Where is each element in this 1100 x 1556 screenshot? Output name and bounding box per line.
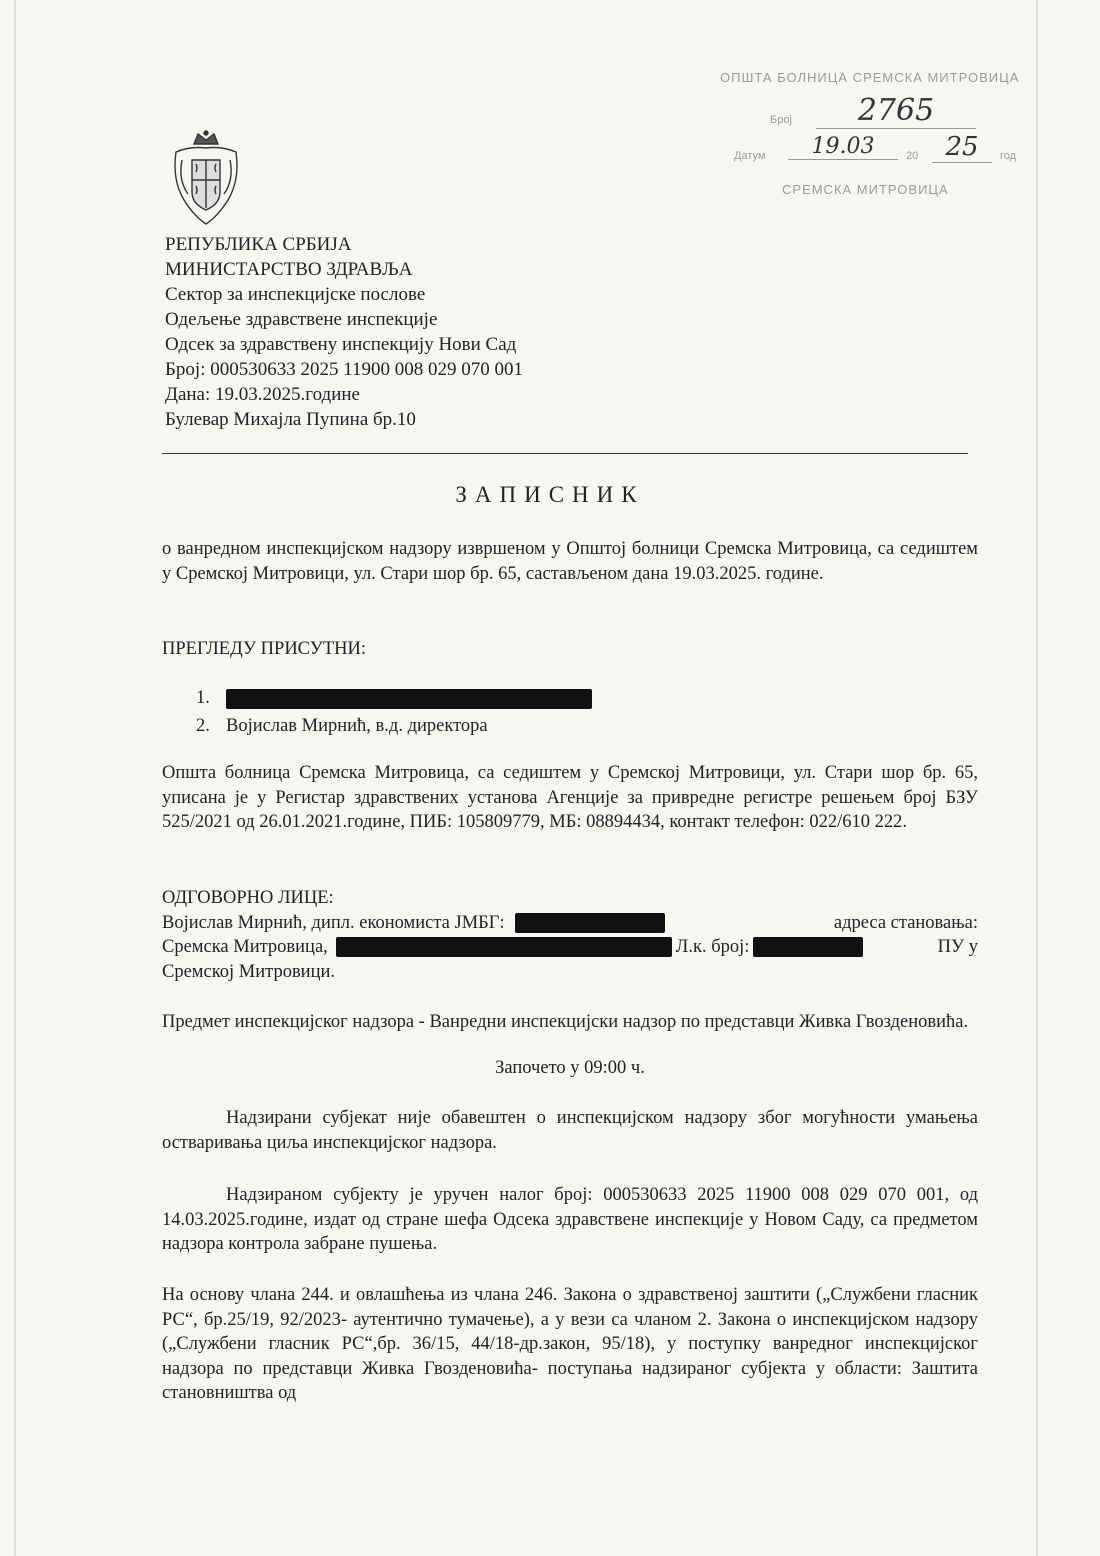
redaction-bar xyxy=(515,913,665,933)
present-item-1-number: 1. xyxy=(196,688,210,708)
redaction-bar xyxy=(336,937,672,957)
header-country: РЕПУБЛИКА СРБИЈА xyxy=(165,234,352,255)
redaction-bar xyxy=(753,937,863,957)
present-heading: ПРЕГЛЕДУ ПРИСУТНИ: xyxy=(162,639,367,659)
header-divider xyxy=(162,453,968,454)
order-text: Надзираном субјекту је уручен налог број: 000530633 2025 11900 008 029 070 001, од 14.03.2025.године, издат од стране шефа Одсека здравствене инспекције у Новом Саду, са предметом надзора контрола забране пушења. xyxy=(162,1185,978,1254)
responsible-line2-b: Л.к. број: xyxy=(675,937,750,957)
stamp-date-label: Датум xyxy=(734,150,766,162)
header-sector: Сектор за инспекцијске послове xyxy=(165,284,426,305)
responsible-line-2 xyxy=(162,935,978,960)
coat-of-arms-icon xyxy=(170,130,242,230)
present-item-1 xyxy=(196,684,592,712)
order-paragraph xyxy=(162,1183,978,1257)
subject-paragraph: Предмет инспекцијског надзора - Ванредни инспекцијски надзор по представци Живка Гвозденовића. xyxy=(162,1012,969,1032)
header-ministry: МИНИСТАРСТВО ЗДРАВЉА xyxy=(165,259,413,280)
header-number: Број: 000530633 2025 11900 008 029 070 001 xyxy=(165,359,524,380)
notice-text: Надзирани субјекат није обавештен о инспекцијском надзору због могућности умањења остваривања циља инспекцијског надзора. xyxy=(162,1108,978,1153)
header-address: Булевар Михајла Пупина бр.10 xyxy=(165,409,416,430)
header-department: Одељење здравствене инспекције xyxy=(165,309,438,330)
present-item-2-number: 2. xyxy=(196,716,210,736)
present-item-2-text: Војислав Мирнић, в.д. директора xyxy=(226,716,488,736)
stamp-number-label: Број xyxy=(770,114,792,126)
responsible-heading: ОДГОВОРНО ЛИЦЕ: xyxy=(162,888,334,908)
responsible-person-section xyxy=(162,886,978,984)
scan-edge-right xyxy=(1036,0,1038,1556)
institution-info-paragraph: Општа болница Сремска Митровица, са седиштем у Сремској Митровици, ул. Стари шор бр. 65, уписана је у Регистар здравствених установа Агенције за привредне регистре решењем број БЗУ 525/2021 од 26.01.2021.године, ПИБ: 105809779, МБ: 08894434, контакт телефон: 022/610 222. xyxy=(162,763,978,832)
responsible-line1-a: Војислав Мирнић, дипл. економиста ЈМБГ: xyxy=(162,912,505,933)
redaction-bar xyxy=(226,689,592,709)
document-header xyxy=(165,232,523,432)
start-time: Започето у 09:00 ч. xyxy=(495,1058,645,1078)
responsible-line-1 xyxy=(162,911,978,936)
document-title: ЗАПИСНИК xyxy=(455,482,645,507)
scan-edge-left xyxy=(14,0,16,1556)
responsible-line-3: Сремској Митровици. xyxy=(162,961,336,982)
present-item-2 xyxy=(196,712,592,740)
stamp-city: СРЕМСКА МИТРОВИЦА xyxy=(782,182,949,197)
legal-basis-paragraph: На основу члана 244. и овлашћења из члана 246. Закона о здравственој заштити („Службени гласник РС“, бр.25/19, 92/2023- аутентично тумачење), а у вези са чланом 2. Закона о инспекцијском надзору („Службени гласник РС“,бр. 36/15, 44/18-др.закон, 95/18), у поступку ванредног инспекцијског надзора по представци Живка Гвозденовића- поступања надзираног субјекта у области: Заштита становништва од xyxy=(162,1285,978,1403)
stamp-year-value: 25 xyxy=(932,132,992,163)
responsible-line2-a: Сремска Митровица, xyxy=(162,937,328,957)
responsible-line2-c: ПУ у xyxy=(937,937,978,957)
notice-paragraph xyxy=(162,1106,978,1155)
intro-paragraph: о ванредном инспекцијском надзору извршеном у Општој болници Сремска Митровица, са седиштем у Сремској Митровици, ул. Стари шор бр. 65, састављеном дана 19.03.2025. године. xyxy=(162,539,978,584)
stamp-year-label: 20 xyxy=(906,150,919,162)
header-section: Одсек за здравствену инспекцију Нови Сад xyxy=(165,334,517,355)
stamp-institution: ОПШТА БОЛНИЦА СРЕМСКА МИТРОВИЦА xyxy=(720,70,1020,85)
stamp-date-value: 19.03 xyxy=(788,134,898,160)
present-list xyxy=(196,684,592,740)
registry-stamp xyxy=(720,70,1040,200)
stamp-number-value: 2765 xyxy=(816,94,976,129)
responsible-line1-b: адреса становања: xyxy=(833,912,978,933)
header-date: Дана: 19.03.2025.године xyxy=(165,384,360,405)
stamp-year-suffix: год xyxy=(1000,150,1017,162)
